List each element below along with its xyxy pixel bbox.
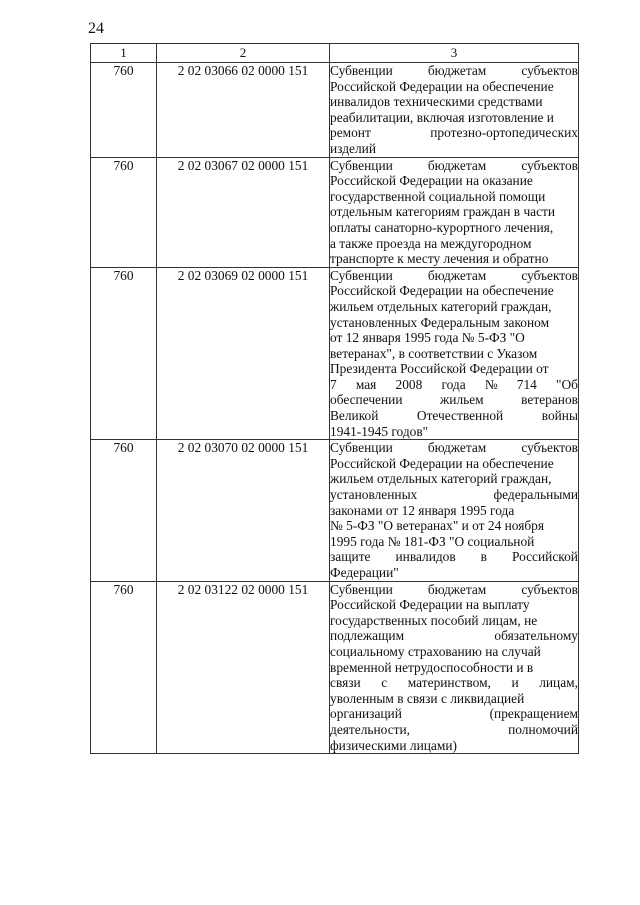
admin-code-cell: 760 xyxy=(91,63,157,158)
column-header-2: 2 xyxy=(157,44,330,63)
description-line xyxy=(330,141,578,157)
description-line xyxy=(330,518,578,534)
description-word: Субвенции xyxy=(330,157,393,173)
description-word: деятельности, xyxy=(330,721,411,737)
description-line xyxy=(330,63,578,79)
description-word: ветеранах", в соответствии с Указом xyxy=(330,345,538,361)
description-word: Российской Федерации на оказание xyxy=(330,173,533,189)
description-word: установленных Федеральным законом xyxy=(330,314,550,330)
description-word: 2008 xyxy=(395,376,423,392)
revenue-code-cell: 2 02 03066 02 0000 151 xyxy=(157,63,330,158)
description-word: лицам, xyxy=(539,675,578,691)
description-word: а также проезда на междугородном xyxy=(330,235,532,251)
table-row xyxy=(91,267,579,440)
description-word: Российской Федерации на обеспечение xyxy=(330,455,554,471)
admin-code-cell: 760 xyxy=(91,267,157,440)
table-row xyxy=(91,63,579,158)
table-row xyxy=(91,157,579,267)
revenue-code-cell: 2 02 03067 02 0000 151 xyxy=(157,157,330,267)
description-word: "Об xyxy=(556,376,578,392)
description-word: субъектов xyxy=(521,157,578,173)
description-word: бюджетам xyxy=(427,267,487,283)
description-word: жильем отдельных категорий граждан, xyxy=(330,471,552,487)
description-line xyxy=(330,628,578,644)
description-word: 1995 года № 181-ФЗ "О социальной xyxy=(330,533,535,549)
description-word: Федерации" xyxy=(330,565,399,580)
description-word: Субвенции xyxy=(330,440,393,456)
revenue-code-cell: 2 02 03070 02 0000 151 xyxy=(157,440,330,581)
description-line xyxy=(330,706,578,722)
description-line xyxy=(330,534,578,550)
description-word: инвалидов техническими средствами xyxy=(330,94,543,110)
description-word: организаций xyxy=(330,706,402,722)
description-line xyxy=(330,722,578,738)
description-word: ремонт xyxy=(330,125,371,141)
description-word: субъектов xyxy=(521,440,578,456)
description-line xyxy=(330,408,578,424)
description-word: физическими лицами) xyxy=(330,737,457,753)
revenue-description-cell xyxy=(330,157,579,267)
description-line xyxy=(330,220,578,236)
description-line xyxy=(330,268,578,284)
description-word: войны xyxy=(541,408,578,424)
description-word: от 12 января 1995 года № 5-ФЗ "О xyxy=(330,330,525,346)
description-line xyxy=(330,487,578,503)
description-line xyxy=(330,361,578,377)
description-word: года xyxy=(441,376,466,392)
description-word: Субвенции xyxy=(330,581,393,597)
description-word: обеспечении xyxy=(330,392,403,408)
description-word: Субвенции xyxy=(330,267,393,283)
description-word: Российской xyxy=(511,549,578,565)
description-line xyxy=(330,173,578,189)
description-word: бюджетам xyxy=(427,157,487,173)
description-word: в xyxy=(480,549,487,565)
revenue-code-cell: 2 02 03069 02 0000 151 xyxy=(157,267,330,440)
description-line xyxy=(330,738,578,754)
description-line xyxy=(330,424,578,440)
description-line xyxy=(330,565,578,581)
description-line xyxy=(330,110,578,126)
description-line xyxy=(330,315,578,331)
page-number: 24 xyxy=(88,20,104,37)
revenue-description-cell xyxy=(330,267,579,440)
description-word: временной нетрудоспособности и в xyxy=(330,659,534,675)
description-line xyxy=(330,644,578,660)
description-line xyxy=(330,440,578,456)
revenue-description-cell xyxy=(330,581,579,754)
description-line xyxy=(330,691,578,707)
description-word: Субвенции xyxy=(330,63,393,78)
table-row xyxy=(91,581,579,754)
description-word: материнством, xyxy=(407,675,491,691)
description-line xyxy=(330,125,578,141)
description-line xyxy=(330,549,578,565)
description-word: 1941-1945 годов" xyxy=(330,423,429,439)
description-word: оплаты санаторно-курортного лечения, xyxy=(330,219,554,235)
column-header-3: 3 xyxy=(330,44,579,63)
description-line xyxy=(330,204,578,220)
description-line xyxy=(330,456,578,472)
description-word: Отечественной xyxy=(416,408,504,424)
description-line xyxy=(330,158,578,174)
description-word: № 5-ФЗ "О ветеранах" и от 24 ноября xyxy=(330,518,545,534)
description-word: отдельным категориям граждан в части xyxy=(330,204,556,220)
description-word: установленных xyxy=(330,487,418,503)
description-word: инвалидов xyxy=(395,549,456,565)
table-header-row xyxy=(91,44,579,63)
description-word: социальному страхованию на случай xyxy=(330,643,541,659)
description-word: и xyxy=(511,675,519,691)
description-line xyxy=(330,236,578,252)
admin-code-cell: 760 xyxy=(91,440,157,581)
description-word: реабилитации, включая изготовление и xyxy=(330,109,554,125)
description-word: полномочий xyxy=(508,721,578,737)
description-word: субъектов xyxy=(521,267,578,283)
description-word: жильем отдельных категорий граждан, xyxy=(330,298,552,314)
description-line xyxy=(330,392,578,408)
revenue-description-cell xyxy=(330,63,579,158)
description-word: защите xyxy=(330,549,371,565)
description-word: бюджетам xyxy=(427,581,487,597)
description-word: законами от 12 января 1995 года xyxy=(330,502,515,518)
description-line xyxy=(330,582,578,598)
description-line xyxy=(330,597,578,613)
description-line xyxy=(330,79,578,95)
description-line xyxy=(330,346,578,362)
description-line xyxy=(330,613,578,629)
description-word: государственной социальной помощи xyxy=(330,188,546,204)
description-word: 714 xyxy=(516,376,537,392)
description-word: протезно-ортопедических xyxy=(430,125,578,141)
description-word: Президента Российской Федерации от xyxy=(330,361,549,377)
table-row xyxy=(91,440,579,581)
description-line xyxy=(330,251,578,267)
description-word: Великой xyxy=(330,408,379,424)
description-word: Российской Федерации на выплату xyxy=(330,597,530,613)
description-line xyxy=(330,94,578,110)
description-word: мая xyxy=(355,376,377,392)
description-word: государственных пособий лицам, не xyxy=(330,612,538,628)
description-word: ветеранов xyxy=(521,392,578,408)
description-word: № xyxy=(484,376,498,392)
description-word: бюджетам xyxy=(427,440,487,456)
description-line xyxy=(330,299,578,315)
budget-revenue-table xyxy=(90,43,579,754)
description-line xyxy=(330,377,578,393)
description-word: бюджетам xyxy=(427,63,487,78)
admin-code-cell: 760 xyxy=(91,581,157,754)
description-line xyxy=(330,471,578,487)
description-line xyxy=(330,660,578,676)
column-header-1: 1 xyxy=(91,44,157,63)
description-word: субъектов xyxy=(521,63,578,78)
revenue-code-cell: 2 02 03122 02 0000 151 xyxy=(157,581,330,754)
table-body xyxy=(91,63,579,754)
description-line xyxy=(330,189,578,205)
description-word: федеральными xyxy=(493,487,578,503)
description-word: уволенным в связи с ликвидацией xyxy=(330,690,525,706)
description-word: 7 xyxy=(330,376,337,392)
description-word: изделий xyxy=(330,140,376,156)
revenue-description-cell xyxy=(330,440,579,581)
description-word: подлежащим xyxy=(330,628,405,644)
description-word: (прекращением xyxy=(489,706,578,722)
admin-code-cell: 760 xyxy=(91,157,157,267)
description-word: субъектов xyxy=(521,581,578,597)
description-word: жильем xyxy=(440,392,484,408)
description-word: транспорте к месту лечения и обратно xyxy=(330,251,549,267)
description-line xyxy=(330,503,578,519)
description-line xyxy=(330,675,578,691)
description-word: Российской Федерации на обеспечение xyxy=(330,78,554,94)
description-line xyxy=(330,283,578,299)
description-word: связи xyxy=(330,675,361,691)
description-word: с xyxy=(381,675,388,691)
description-line xyxy=(330,330,578,346)
description-word: Российской Федерации на обеспечение xyxy=(330,283,554,299)
description-word: обязательному xyxy=(494,628,578,644)
